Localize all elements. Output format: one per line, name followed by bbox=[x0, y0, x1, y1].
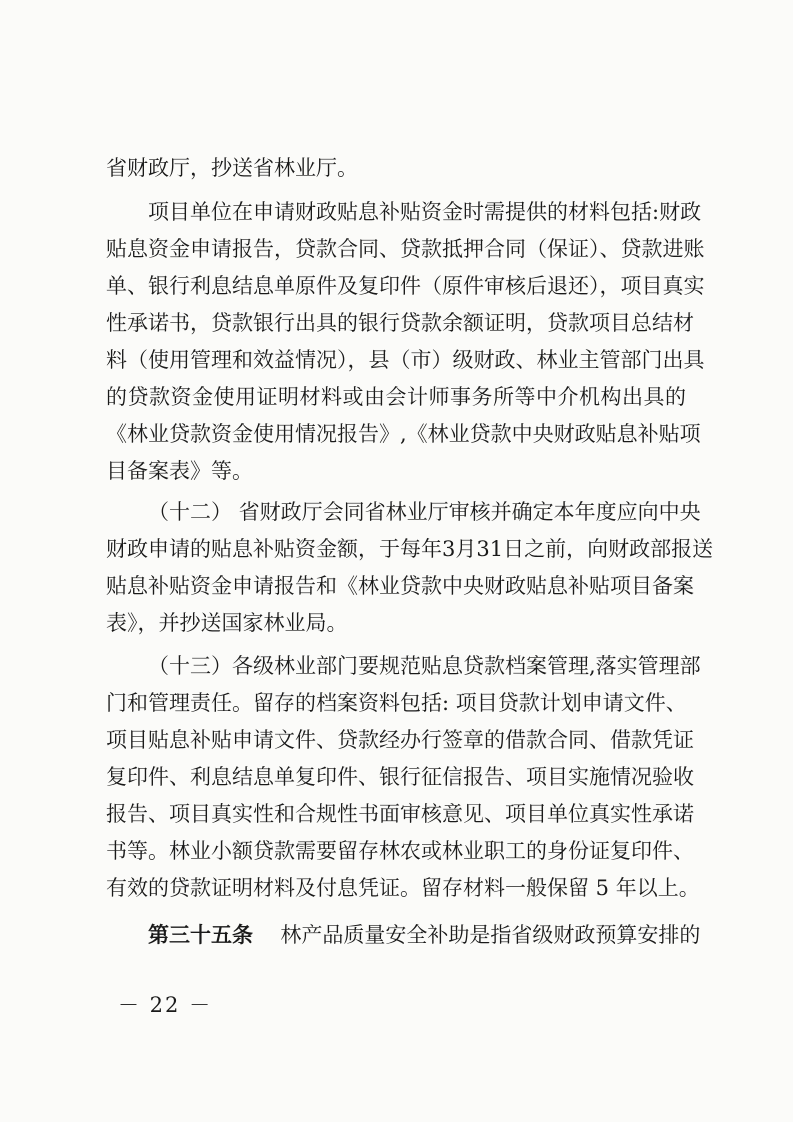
text-line-19: 书等。林业小额贷款需要留存林农或林业职工的身份证复印件、 bbox=[106, 839, 694, 863]
text-line-7: 的贷款资金使用证明材料或由会计师事务所等中介机构出具的 bbox=[106, 385, 686, 409]
text-line-11: 财政申请的贴息补贴资金额，于每年3月31日之前，向财政部报送 bbox=[106, 537, 714, 561]
text-line-10: （十二） 省财政厅会同省林业厅审核并确定本年度应向中央 bbox=[148, 500, 701, 524]
text-line-16: 项目贴息补贴申请文件、贷款经办行签章的借款合同、借款凭证 bbox=[106, 728, 694, 752]
article-heading: 第三十五条 bbox=[148, 922, 253, 947]
text-line-3: 贴息资金申请报告，贷款合同、贷款抵押合同（保证）、贷款进账 bbox=[106, 237, 705, 261]
article-35-line bbox=[148, 922, 701, 948]
text-line-18: 报告、项目真实性和合规性书面审核意见、项目单位真实性承诺 bbox=[106, 802, 694, 826]
text-line-14: （十三）各级林业部门要规范贴息贷款档案管理,落实管理部 bbox=[148, 654, 701, 678]
text-line-2: 项目单位在申请财政贴息补贴资金时需提供的材料包括:财政 bbox=[148, 200, 702, 224]
text-line-20: 有效的贷款证明材料及付息凭证。留存材料一般保留 5 年以上。 bbox=[106, 876, 700, 900]
text-line-5: 性承诺书，贷款银行出具的银行贷款余额证明，贷款项目总结材 bbox=[106, 311, 694, 335]
text-line-4: 单、银行利息结息单原件及复印件（原件审核后退还），项目真实 bbox=[106, 274, 705, 298]
text-line-15: 门和管理责任。留存的档案资料包括: 项目贷款计划申请文件、 bbox=[106, 691, 687, 715]
page-number: － 22 － bbox=[118, 993, 213, 1017]
article-text: 林产品质量安全补助是指省级财政预算安排的 bbox=[280, 923, 701, 947]
text-line-6: 料（使用管理和效益情况），县（市）级财政、林业主管部门出具 bbox=[106, 348, 705, 372]
text-line-12: 贴息补贴资金申请报告和《林业贷款中央财政贴息补贴项目备案 bbox=[106, 574, 694, 598]
text-line-8: 《林业贷款资金使用情况报告》,《林业贷款中央财政贴息补贴项 bbox=[106, 422, 701, 446]
text-line-17: 复印件、利息结息单复印件、银行征信报告、项目实施情况验收 bbox=[106, 765, 694, 789]
text-line-13: 表》，并抄送国家林业局。 bbox=[106, 611, 348, 635]
text-line-9: 目备案表》等。 bbox=[106, 459, 253, 483]
text-line-1: 省财政厅，抄送省林业厅。 bbox=[106, 156, 358, 180]
